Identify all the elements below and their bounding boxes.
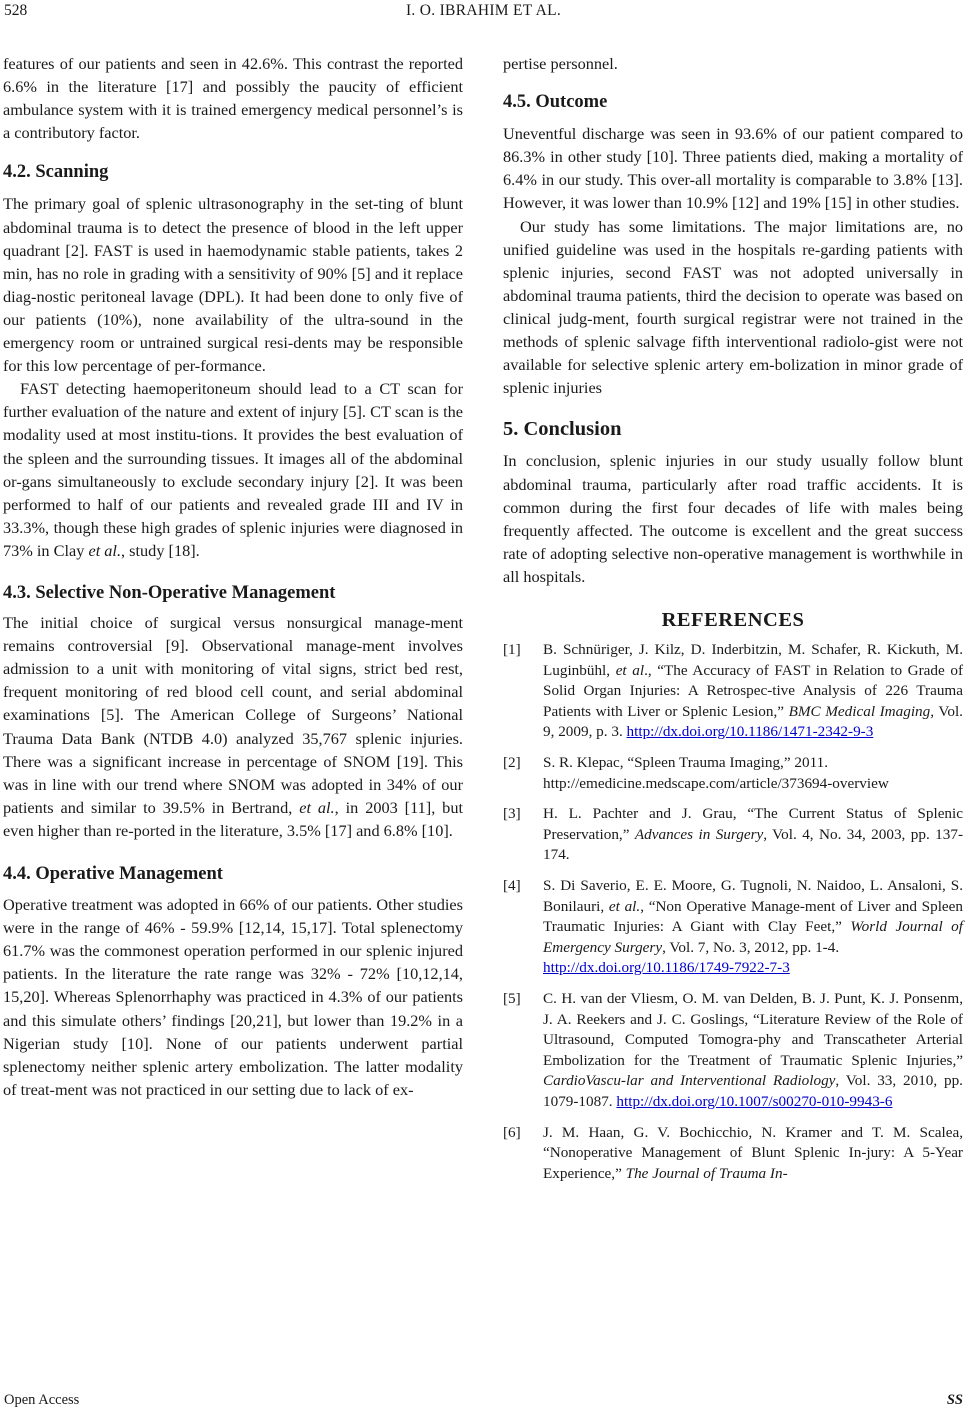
section-heading-conclusion: 5. Conclusion [503, 418, 622, 441]
references-heading: REFERENCES [661, 608, 805, 631]
paragraph: Operative treatment was adopted in 66% of our patients. Other studies were in the range of 46% - 59.9% [12,14, 15,17]. Total splenectomy 61.7% was the commonest operation performed in our splenic injured patients. In the literature the rate range was 32% - 72% [10,12,14, 15,20]. Whereas Splenorrhaphy was practiced in 4.3% of our patients and this simulate others’ findings [20,21], but lower than 19.2% in a Nigerian study [10]. None of our patients underwent partial splenectomy neither splenic artery embolization. The latter modality of treat-ment was not practiced in our setting due to lack of ex- [3, 895, 463, 1099]
paragraph: The primary goal of splenic ultrasonography in the set-ting of blunt abdominal trauma is to detect the presence of blood in the left upper quadrant [2]. FAST is used in haemodynamic stable patients, takes 2 min, has no role in grading with a sensitivity of 90% [5] and it replace diag-nostic peritoneal lavage (DPL). It had been done to only five of our patients (10%), none availability of the ultra-sound in the emergency room or untrained surgical resi-dents may be responsible for this low percentage of per-formance. [3, 194, 463, 376]
paragraph: Uneventful discharge was seen in 93.6% of our patient compared to 86.3% in other study [10]. Three patients died, making a mortality of 6.4% in our study. This over-all mortality is comparable to 3.8% [13]. However, it was lower than 10.9% [12] and 19% [15] in other studies. [503, 124, 963, 213]
doi-link[interactable]: http://dx.doi.org/10.1007/s00270-010-9943-6 [616, 1092, 893, 1110]
paragraph: Our study has some limitations. The major limitations are, no unified guideline was used in the hospitals re-garding patients with splenic injuries, second FAST was not adopted universally in abdominal trauma patients, third the decision to operate was based on clinical judg-ment, fourth surgical registrar were not trained in the methods of splenic salvage fifth interventional radiolo-gist were not available for selective splenic artery em-bolization in minor grade of splenic injuries [503, 216, 963, 398]
left-column [3, 52, 463, 1101]
reference-item: [5] C. H. van der Vliesm, O. M. van Delden, B. J. Punt, K. J. Ponsenm, J. A. Reekers and J. C. Goslings, “Literature Review of the Role of Ultrasound, Computed Tomogra-phy and Transcatheter Arterial Embolization for the Treatment of Traumatic Splenic Injuries,” CardioVascu-lar and Interventional Radiology, Vol. 33, 2010, pp. 1079-1087. http://dx.doi.org/10.1007/s00270-010-9943-6 [503, 989, 963, 1110]
reference-item: [2] S. R. Klepac, “Spleen Trauma Imaging,” 2011. http://emedicine.medscape.com/article/373694-overview [503, 753, 963, 794]
page-footer [0, 1392, 967, 1412]
paragraph: In conclusion, splenic injuries in our study usually follow blunt abdominal trauma, particularly after road traffic accidents. It is common during the first four decades of life with males being frequently affected. The outcome is excellent and the great success rate of adopting selective non-operative management is worthwhile in all hospitals. [503, 451, 963, 586]
running-head-authors: I. O. IBRAHIM ET AL. [405, 2, 562, 19]
section-heading-snom: 4.3. Selective Non-Operative Management [3, 582, 336, 603]
section-heading-operative: 4.4. Operative Management [3, 864, 223, 884]
page-number: 528 [4, 2, 28, 19]
doi-link[interactable]: http://dx.doi.org/10.1186/1749-7922-7-3 [543, 959, 790, 977]
section-heading-scanning: 4.2. Scanning [3, 162, 109, 183]
reference-item: [1] B. Schnüriger, J. Kilz, D. Inderbitzin, M. Schafer, R. Kickuth, M. Luginbühl, et al., “The Accuracy of FAST in Relation to Grade of Solid Organ Injuries: A Retrospec-tive Analysis of 226 Trauma Patients with Liver or Splenic Lesion,” BMC Medical Imaging, Vol. 9, 2009, p. 3. http://dx.doi.org/10.1186/1471-2342-9-3 [503, 641, 964, 741]
footer-open-access: Open Access [4, 1392, 80, 1408]
paragraph: The initial choice of surgical versus nonsurgical manage-ment remains controversial [9]. Observational manage-ment involves admission to a unit with monitoring of vital signs, strict bed rest, frequent monitoring of red blood cell count, and serial abdominal examinations [5]. The American College of Surgeons’ National Trauma Data Bank (NTDB 4.0) analyzed 35,767 splenic injuries. There was a significant increase in percentage of SNOM [19]. This was in line with our trend where SNOM was adopted in 34% of our patients and similar to 39.5% in Bertrand, et al., in 2003 [11], but even higher than re-ported in the literature, 3.5% [17] and 6.8% [10]. [3, 613, 463, 840]
doi-link[interactable]: http://dx.doi.org/10.1186/1471-2342-9-3 [626, 723, 874, 741]
section-heading-outcome: 4.5. Outcome [503, 92, 608, 113]
paragraph: FAST detecting haemoperitoneum should lead to a CT scan for further evaluation of the nature and extent of injury [5]. CT scan is the modality used at most institu-tions. It provides the best evaluation of the spleen and the surrounding tissues. It images all of the abdominal or-gans simultaneously to exclude secondary injury [2]. It was been performed to half of our patients and revealed grade III and IV in 33.3%, though these high grades of splenic injuries were diagnosed in 73% in Clay et al., study [18]. [3, 379, 463, 560]
reference-item: [3] H. L. Pachter and J. Grau, “The Current Status of Splenic Preservation,” Advances in Surgery, Vol. 4, No. 34, 2003, pp. 137-174. [503, 805, 964, 864]
paragraph: pertise personnel. [503, 54, 618, 73]
reference-item: [4] S. Di Saverio, E. E. Moore, G. Tugnoli, N. Naidoo, L. Ansaloni, S. Bonilauri, et al., “Non Operative Manage-ment of Liver and Spleen Traumatic Injuries: A Giant with Clay Feet,” World Journal of Emergency Surgery, Vol. 7, No. 3, 2012, pp. 1-4. http://dx.doi.org/10.1186/1749-7922-7-3 [503, 877, 964, 977]
reference-item: [6] J. M. Haan, G. V. Bochicchio, N. Kramer and T. M. Scalea, “Nonoperative Management of Blunt Splenic In-jury: A 5-Year Experience,” The Journal of Trauma In- [503, 1123, 963, 1182]
right-column [503, 52, 963, 1184]
running-header [0, 2, 967, 24]
paragraph: features of our patients and seen in 42.6%. This contrast the reported 6.6% in the literature [17] and possibly the paucity of efficient ambulance system with it is trained emergency medical personnel’s is a contributory factor. [3, 54, 463, 143]
footer-journal-code: SS [946, 1392, 963, 1408]
reference-url: http://emedicine.medscape.com/article/373694-overview [543, 774, 889, 792]
